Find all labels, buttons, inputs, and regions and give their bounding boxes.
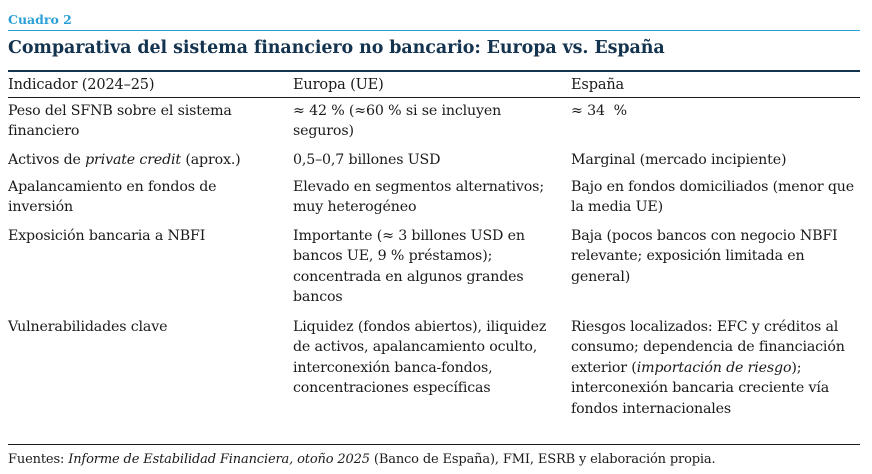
row-3-espana: Bajo en fondos domiciliados (menor que la media UE) xyxy=(571,179,855,216)
row-1-espana: ≈ 34 % xyxy=(571,103,627,119)
row-5-espana-text: Riesgos localizados: EFC y créditos al consumo; dependencia de financiación exterior ( xyxy=(571,319,845,376)
title-rule xyxy=(8,70,860,72)
source-suffix: (Banco de España), FMI, ESRB y elaboración propia. xyxy=(369,452,716,467)
row-4-europa: Importante (≈ 3 billones USD en bancos UE, 9 % préstamos); concentrada en algunos grandes bancos xyxy=(293,228,525,306)
row-1-indicador: Peso del SFNB sobre el sistema financiero xyxy=(8,103,232,140)
column-header-espana: España xyxy=(571,77,625,93)
row-4-indicador: Exposición bancaria a NBFI xyxy=(8,228,206,244)
row-5-indicador: Vulnerabilidades clave xyxy=(8,319,168,335)
row-5-espana-text-end: ); interconexión bancaria creciente vía fondos internacionales xyxy=(571,359,830,417)
row-1-europa: ≈ 42 % (≈60 % si se incluyen seguros) xyxy=(293,103,502,140)
row-2-europa: 0,5–0,7 billones USD xyxy=(293,152,441,168)
column-header-europa: Europa (UE) xyxy=(293,77,384,93)
row-5-europa: Liquidez (fondos abiertos), iliquidez de activos, apalancamiento oculto, interconexión banca-fondos, concentraciones específicas xyxy=(293,319,547,397)
row-3-indicador: Apalancamiento en fondos de inversión xyxy=(8,179,217,216)
row-2-indicador-emphasis: private credit xyxy=(85,152,181,168)
bottom-rule xyxy=(8,444,860,445)
row-4-espana: Baja (pocos bancos con negocio NBFI relevante; exposición limitada en general) xyxy=(571,228,838,285)
column-header-indicador: Indicador (2024–25) xyxy=(8,77,155,93)
box-label: Cuadro 2 xyxy=(8,12,72,27)
source-prefix: Fuentes: xyxy=(8,452,69,467)
row-2-indicador-text-end: (aprox.) xyxy=(180,152,241,168)
row-5-espana xyxy=(571,317,863,419)
row-3-europa: Elevado en segmentos alternativos; muy heterogéneo xyxy=(293,179,544,216)
table-title: Comparativa del sistema financiero no bancario: Europa vs. España xyxy=(8,38,665,58)
row-5-espana-emphasis: importación de riesgo xyxy=(636,359,792,376)
source-note xyxy=(8,452,716,467)
row-2-indicador xyxy=(8,150,284,170)
source-publication: Informe de Estabilidad Financiera, otoño 2025 xyxy=(68,452,370,467)
row-2-espana: Marginal (mercado incipiente) xyxy=(571,152,787,168)
header-rule xyxy=(8,97,860,98)
row-2-indicador-text: Activos de xyxy=(8,152,86,168)
top-rule xyxy=(8,30,860,31)
